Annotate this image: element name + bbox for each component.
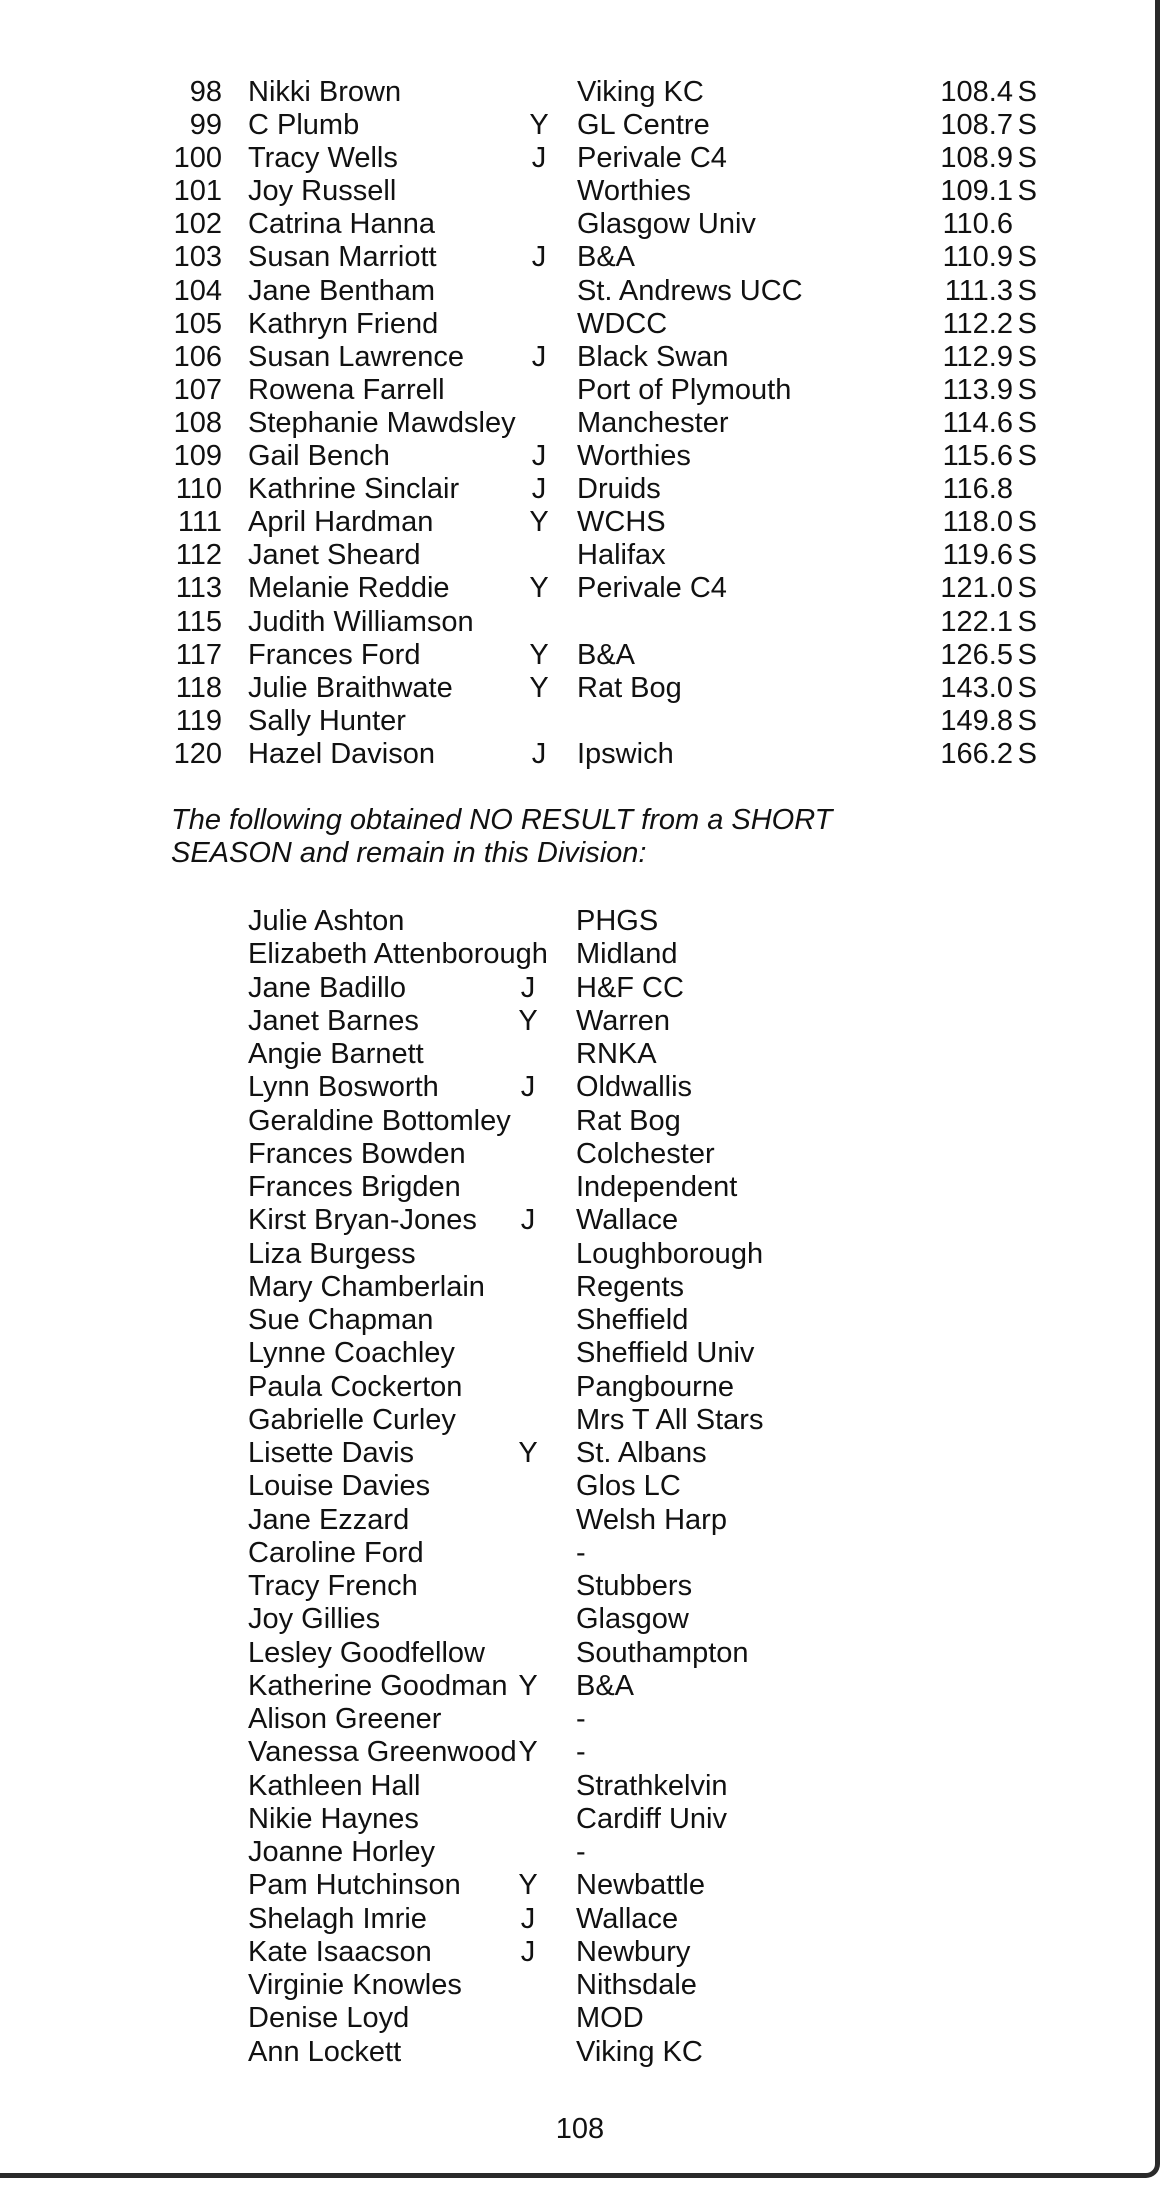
competitor-name: Joanne Horley [248,1836,435,1868]
no-result-row [248,938,1028,971]
result-position: 120 [173,737,222,770]
club-name: Oldwallis [576,1071,693,1104]
result-position: 102 [173,208,222,241]
club-name: Viking KC [577,76,704,108]
age-category: J [520,971,536,1004]
club-name: Perivale C4 [577,572,727,605]
club-name: WCHS [577,506,666,539]
age-category: J [531,737,547,770]
competitor-name: Lynn Bosworth [248,1071,439,1104]
no-result-row [248,1238,1028,1271]
result-position: 105 [173,307,222,340]
age-category: J [531,473,547,506]
club-name: Glasgow Univ [577,208,756,241]
no-result-row [248,1969,1028,2002]
result-score: 115.6 [942,440,1013,473]
competitor-name: Janet Barnes [248,1004,419,1037]
competitor-name: Denise Loyd [248,2002,410,2035]
result-position: 106 [173,340,222,373]
age-category: J [531,340,547,373]
competitor-name: C Plumb [248,109,360,142]
club-name: RNKA [576,1038,657,1070]
competitor-name: Angie Barnett [248,1038,424,1070]
competitor-name: Tracy French [248,1570,418,1602]
age-category: Y [518,1004,538,1037]
club-name: St. Albans [576,1437,707,1469]
club-name: Glos LC [576,1470,681,1503]
club-name: B&A [577,241,636,274]
season-flag: S [1017,109,1037,142]
club-name: Halifax [577,539,666,572]
no-result-row [248,1936,1028,1969]
competitor-name: Nikie Haynes [248,1802,419,1835]
result-score: 114.6 [942,406,1013,439]
competitor-name: Susan Marriott [248,241,437,274]
result-score: 108.9 [940,142,1013,175]
result-position: 101 [173,175,222,208]
season-flag: S [1017,175,1037,208]
result-position: 119 [175,704,222,737]
club-name: - [576,1703,586,1735]
result-score: 166.2 [940,737,1013,770]
age-category: Y [518,1869,538,1902]
no-result-row [248,1038,1028,1071]
age-category: Y [529,572,549,605]
competitor-name: Geraldine Bottomley [248,1104,511,1137]
club-name: H&F CC [576,971,684,1004]
competitor-name: Frances Brigden [248,1171,461,1203]
no-result-list [248,905,1028,2069]
no-result-row [248,1537,1028,1570]
no-result-row [248,1703,1028,1736]
club-name: Port of Plymouth [577,373,792,406]
result-position: 115 [175,605,222,638]
age-category: Y [518,1736,538,1769]
club-name: Southampton [576,1636,749,1669]
club-name: WDCC [577,307,668,340]
result-row [140,672,1040,705]
no-result-row [248,1903,1028,1936]
competitor-name: Vanessa Greenwood [248,1736,517,1769]
competitor-name: Caroline Ford [248,1536,424,1569]
result-position: 104 [173,274,222,307]
competitor-name: Sue Chapman [248,1304,434,1336]
competitor-name: Mary Chamberlain [248,1270,485,1303]
result-row [140,109,1040,142]
club-name: Perivale C4 [577,142,727,175]
club-name: Druids [577,473,661,506]
result-score: 110.6 [942,208,1013,241]
season-flag: S [1017,737,1037,770]
result-position: 99 [189,109,222,142]
club-name: Nithsdale [576,1969,697,2001]
club-name: - [576,1536,586,1569]
no-result-row [248,1371,1028,1404]
competitor-name: Kathleen Hall [248,1769,421,1802]
result-score: 108.4 [940,76,1013,108]
result-score: 112.9 [942,340,1013,373]
competitor-name: Kathrine Sinclair [248,473,460,506]
result-score: 149.8 [940,704,1013,737]
note-line-1: The following obtained NO RESULT from a SHORT [171,804,833,836]
competitor-name: Julie Ashton [248,905,405,937]
competitor-name: Julie Braithwate [248,671,453,704]
club-name: Welsh Harp [576,1503,727,1536]
competitor-name: Jane Badillo [248,971,406,1004]
club-name: Viking KC [576,2035,703,2068]
competitor-name: Gabrielle Curley [248,1403,456,1436]
season-flag: S [1017,406,1037,439]
club-name: Midland [576,938,678,971]
club-name: Wallace [576,1902,679,1935]
result-row [140,275,1040,308]
no-result-row [248,2036,1028,2069]
competitor-name: Gail Bench [248,440,390,473]
competitor-name: Louise Davies [248,1470,431,1503]
result-score: 121.0 [940,572,1013,605]
result-row [140,208,1040,241]
result-position: 107 [173,373,222,406]
result-row [140,705,1040,738]
result-position: 113 [175,572,222,605]
no-result-row [248,1071,1028,1104]
season-flag: S [1017,572,1037,605]
club-name: Sheffield Univ [576,1337,755,1370]
competitor-name: April Hardman [248,506,434,539]
competitor-name: Lisette Davis [248,1437,415,1469]
no-result-row [248,1670,1028,1703]
competitor-name: Frances Ford [248,638,421,671]
season-flag: S [1017,142,1037,175]
no-result-row [248,972,1028,1005]
season-flag: S [1017,241,1037,274]
age-category: Y [518,1669,538,1702]
age-category: Y [529,671,549,704]
no-result-row [248,1204,1028,1237]
competitor-name: Hazel Davison [248,737,435,770]
no-result-row [248,1736,1028,1769]
competitor-name: Ann Lockett [248,2035,402,2068]
competitor-name: Liza Burgess [248,1237,416,1270]
result-score: 113.9 [942,373,1013,406]
age-category: Y [529,638,549,671]
result-score: 119.6 [942,539,1013,572]
age-category: J [531,241,547,274]
season-flag: S [1017,605,1037,638]
club-name: Warren [576,1004,670,1037]
result-position: 109 [173,440,222,473]
result-row [140,142,1040,175]
club-name: - [576,1736,586,1769]
age-category: J [520,1071,536,1104]
age-category: Y [518,1437,538,1469]
result-score: 109.1 [940,175,1013,208]
competitor-name: Elizabeth Attenborough [248,938,548,971]
competitor-name: Kirst Bryan-Jones [248,1204,477,1237]
club-name: Newbattle [576,1869,705,1902]
no-result-row [248,1138,1028,1171]
competitor-name: Paula Cockerton [248,1370,463,1403]
result-row [140,341,1040,374]
competitor-name: Janet Sheard [248,539,421,572]
season-flag: S [1017,506,1037,539]
no-result-row [248,1337,1028,1370]
club-name: Black Swan [577,340,729,373]
result-score: 126.5 [940,638,1013,671]
club-name: Worthies [577,175,691,208]
season-flag: S [1017,307,1037,340]
result-score: 143.0 [940,671,1013,704]
result-position: 98 [189,76,222,108]
competitor-name: Lesley Goodfellow [248,1636,485,1669]
age-category: J [520,1204,536,1237]
age-category: J [520,1902,536,1935]
club-name: Sheffield [576,1304,689,1336]
season-flag: S [1017,76,1037,108]
result-position: 112 [175,539,222,572]
result-row [140,407,1040,440]
no-result-row [248,1404,1028,1437]
no-result-row [248,2002,1028,2035]
no-result-row [248,1836,1028,1869]
result-position: 108 [173,406,222,439]
competitor-name: Judith Williamson [248,605,474,638]
no-result-row [248,1637,1028,1670]
result-position: 117 [175,638,222,671]
note-line-2: SEASON and remain in this Division: [171,837,647,869]
page-number: 108 [555,2113,605,2145]
club-name: GL Centre [577,109,710,142]
club-name: Strathkelvin [576,1769,728,1802]
club-name: Glasgow [576,1603,689,1636]
competitor-name: Lynne Coachley [248,1337,455,1370]
results-table [140,76,1040,771]
result-score: 110.9 [942,241,1013,274]
season-flag: S [1017,539,1037,572]
no-result-row [248,1437,1028,1470]
result-score: 108.7 [940,109,1013,142]
club-name: Regents [576,1270,685,1303]
club-name: Newbury [576,1935,691,1968]
age-category: J [531,142,547,175]
club-name: PHGS [576,905,659,937]
result-row [140,539,1040,572]
no-result-row [248,1504,1028,1537]
competitor-name: Alison Greener [248,1703,442,1735]
competitor-name: Stephanie Mawdsley [248,406,516,439]
result-row [140,440,1040,473]
competitor-name: Jane Ezzard [248,1503,410,1536]
competitor-name: Kate Isaacson [248,1935,432,1968]
no-result-note [171,804,1031,870]
club-name: - [576,1836,586,1868]
season-flag: S [1017,340,1037,373]
result-score: 118.0 [942,506,1013,539]
result-score: 112.2 [942,307,1013,340]
result-position: 110 [175,473,222,506]
club-name: Rat Bog [576,1104,681,1137]
club-name: Ipswich [577,737,674,770]
no-result-row [248,1304,1028,1337]
club-name: Mrs T All Stars [576,1403,764,1436]
no-result-row [248,905,1028,938]
result-position: 111 [177,506,222,539]
season-flag: S [1017,373,1037,406]
club-name: Loughborough [576,1237,764,1270]
result-row [140,572,1040,605]
no-result-row [248,1603,1028,1636]
no-result-row [248,1770,1028,1803]
result-row [140,473,1040,506]
age-category: Y [529,506,549,539]
club-name: Stubbers [576,1570,693,1602]
club-name: Colchester [576,1137,715,1170]
result-position: 118 [175,671,222,704]
competitor-name: Joy Russell [248,175,397,208]
no-result-row [248,1105,1028,1138]
club-name: MOD [576,2002,644,2035]
competitor-name: Joy Gillies [248,1603,381,1636]
season-flag: S [1017,704,1037,737]
result-score: 122.1 [940,605,1013,638]
result-row [140,738,1040,771]
competitor-name: Melanie Reddie [248,572,450,605]
competitor-name: Katherine Goodman [248,1669,508,1702]
competitor-name: Shelagh Imrie [248,1902,427,1935]
competitor-name: Nikki Brown [248,76,402,108]
club-name: Cardiff Univ [576,1802,727,1835]
no-result-row [248,1171,1028,1204]
result-row [140,506,1040,539]
age-category: J [531,440,547,473]
competitor-name: Pam Hutchinson [248,1869,461,1902]
season-flag: S [1017,274,1037,307]
result-row [140,606,1040,639]
result-score: 111.3 [944,274,1013,307]
competitor-name: Sally Hunter [248,704,406,737]
result-position: 103 [173,241,222,274]
result-row [140,308,1040,341]
competitor-name: Rowena Farrell [248,373,445,406]
club-name: Pangbourne [576,1370,735,1403]
age-category: Y [529,109,549,142]
club-name: St. Andrews UCC [577,274,803,307]
no-result-row [248,1470,1028,1503]
result-row [140,639,1040,672]
competitor-name: Kathryn Friend [248,307,439,340]
club-name: Manchester [577,406,729,439]
competitor-name: Virginie Knowles [248,1969,462,2001]
competitor-name: Frances Bowden [248,1137,466,1170]
club-name: Independent [576,1171,738,1203]
age-category: J [520,1935,536,1968]
club-name: B&A [577,638,636,671]
no-result-row [248,1005,1028,1038]
competitor-name: Jane Bentham [248,274,436,307]
result-score: 116.8 [942,473,1013,506]
result-position: 100 [173,142,222,175]
club-name: Rat Bog [577,671,682,704]
no-result-row [248,1570,1028,1603]
result-row [140,374,1040,407]
result-row [140,76,1040,109]
competitor-name: Catrina Hanna [248,208,435,241]
competitor-name: Susan Lawrence [248,340,465,373]
no-result-row [248,1869,1028,1902]
no-result-row [248,1271,1028,1304]
competitor-name: Tracy Wells [248,142,398,175]
season-flag: S [1017,440,1037,473]
no-result-row [248,1803,1028,1836]
result-row [140,175,1040,208]
club-name: B&A [576,1669,635,1702]
result-row [140,241,1040,274]
season-flag: S [1017,671,1037,704]
club-name: Wallace [576,1204,679,1237]
season-flag: S [1017,638,1037,671]
club-name: Worthies [577,440,691,473]
